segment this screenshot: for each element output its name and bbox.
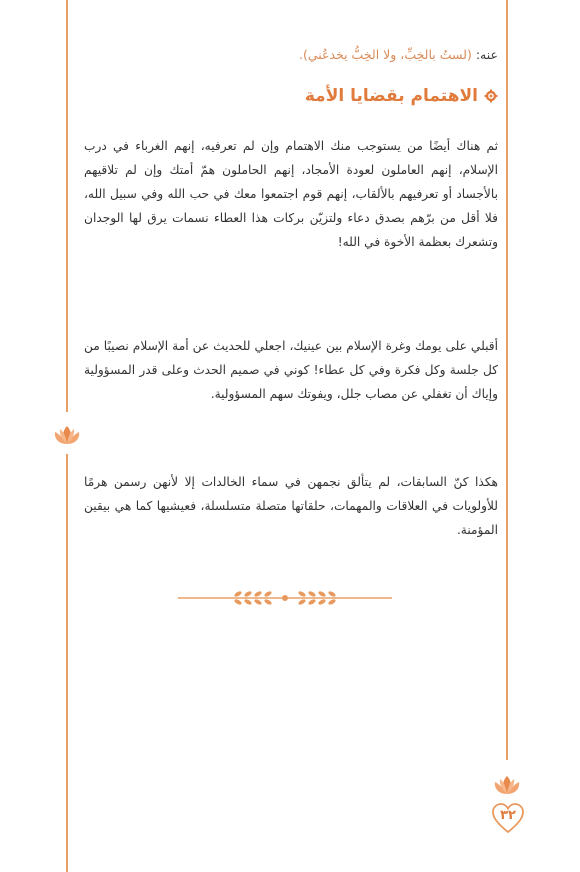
frame-right-line <box>506 0 508 760</box>
intro-quote: (لستُ بالخِبِّ، ولا الخِبُّ يخدعُني). <box>298 47 472 62</box>
section-heading <box>84 86 498 106</box>
page-number: ٣٢ <box>500 808 516 823</box>
paragraph-1: ثم هناك أيضًا من يستوجب منك الاهتمام وإن لم تعرفيه، إنهم الغرباء في درب الإسلام، إنهم العاملون لعودة الأمجاد، إنهم الحاملون همّ أمتك وإن لم تلاقيهم بالأجساد أو تعرفيهم بالألقاب، إنهم قوم اجتمعوا معك في حب الله وفي سبيل الله، فلا أقل من برّهم بصدق دعاء ولتزيّن بركات هذا العطاء نسمات يرق لها الوجدان وتشعرك بعظمة الأخوة في الله! <box>84 139 498 249</box>
flower-ornament-icon <box>52 424 82 446</box>
page-body <box>84 0 498 872</box>
section-title: الاهتمام بقضايا الأمة <box>304 86 478 106</box>
gear-icon <box>484 89 498 103</box>
intro-prefix: عنه: <box>475 47 498 62</box>
intro-line <box>84 44 498 66</box>
frame-left-line-bottom <box>66 454 68 872</box>
laurel-divider-icon <box>178 586 392 610</box>
paragraph-3: هكذا كنّ السابقات، لم يتألق نجمهن في سماء الخالدات إلا لأنهن رسمن هرمًا للأولويات في العلاقات والمهمات، حلقاتها متصلة متسلسلة، فعيشيها كما هي بيقين المؤمنة. <box>84 475 498 537</box>
frame-left-line-top <box>66 0 68 412</box>
paragraph-2: أقبلي على يومك وغرة الإسلام بين عينيك، اجعلي للحديث عن أمة الإسلام نصيبًا من كل جلسة وكل فكرة وفي كل عطاء! كوني في صميم الحدث وعلى قدر المسؤولية وإياك أن تغفلي عن مصاب جلل، ويفوتك سهم المسؤولية. <box>84 339 498 401</box>
